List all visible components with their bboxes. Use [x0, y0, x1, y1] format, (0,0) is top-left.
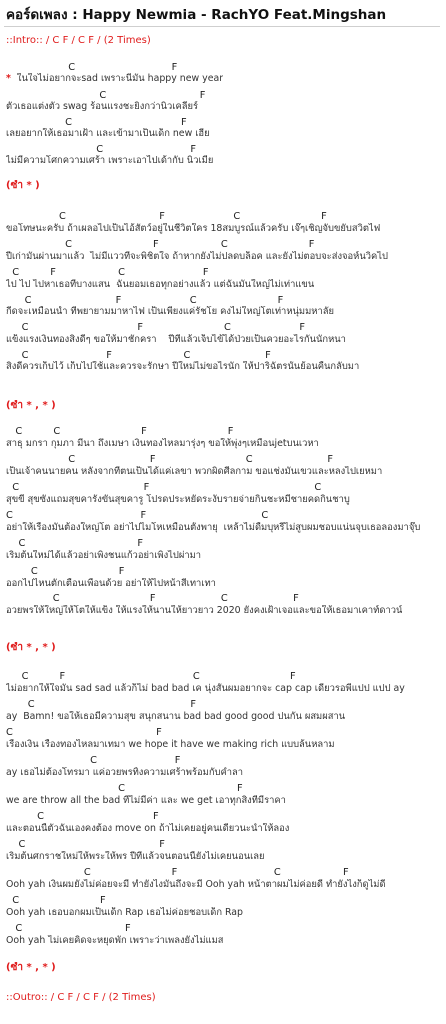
lyric-line [6, 683, 405, 695]
lyric-line-text: ไป ไป ไปหาเธอที่บางแสน ฉันยอมเธอทุกอย่างแล้ว แต่ฉันมันใหญ่ไม่เท่าแขน [6, 279, 315, 290]
lyric-line-text: เริ่มต้นใหม่ได้แล้วอย่าเพิ่งชนแก้วอย่าเพิ่งไปผ่ามา [6, 550, 202, 561]
chord-line-text: C F C F [6, 454, 334, 465]
chord-line [6, 510, 268, 522]
lyric-line [6, 795, 286, 807]
chord-line [6, 671, 296, 683]
lyric-line [6, 605, 402, 617]
lyric-line [6, 128, 210, 140]
chord-line [6, 923, 131, 935]
chord-line-text: C F [6, 727, 162, 738]
chord-line [6, 239, 314, 251]
chord-line-text: C F C F [6, 671, 296, 682]
lyric-line-text: ไม่อยากให้ใจมัน sad sad แล้วก็ไม่ bad bad เค นุ่งสั้นผมอยากจะ cap cap เดี๋ยวรอพี่แปป แปป ay [6, 683, 405, 694]
lyric-line-text: Ooh yah ไม่เคยคิดจะหยุดพัก เพราะว่าเพลงยังไม่แมส [6, 935, 224, 946]
chord-line [6, 593, 299, 605]
lyric-line [6, 306, 334, 318]
chord-line-text: C F C [6, 510, 269, 521]
lyric-line [6, 550, 201, 562]
repeat-marker-text: (ซ้ำ * , * ) [6, 642, 56, 653]
lyric-line [6, 823, 289, 835]
lyric-line-text: สิ่งดีควรเก็บไว้ เก็บไปใช้และควรจะรักษา ปีใหม่ไม่ขอไรนัก ให้ปาริฉัตรนั้นย้อนคืนกลับมา [6, 361, 360, 372]
chord-line [6, 783, 243, 795]
section-label [6, 992, 156, 1004]
lyric-line [6, 578, 216, 590]
lyric-line-text: สุขขี สุขซังแถมสุขคารังขันสุขคารู โปรดประหยัดระงับรายจ่ายกินชะหมี่ชายคดกินชาบู [6, 494, 350, 505]
lyric-line [6, 334, 346, 346]
lyric-line-text: สาธุ มกรา กุมภา มีนา ถึงเมษา เงินทองไหลมารุ่งๆ ขอให้พุ่งๆเหมือนjetบนเวหา [6, 438, 319, 449]
chord-line-text: C F C F [6, 593, 299, 604]
lyric-line-text: ปีเก่ามันผ่านมาแล้ว ไม่มีแววที่จะพิชิตใจ ถ้าหากยังไม่ปลดบล็อค และยังไม่ตอบจะส่งจอห์นวิคไป [6, 251, 388, 262]
chord-line [6, 454, 333, 466]
lyric-line-text: เป็นเจ้าคนนายคน หลังจากที่ตนเป็นได้แค่เลขา พวกผิดศีลกาม ขอแช่งมันเขวและหลงไปเยหมา [6, 466, 383, 477]
lyric-line-text: ขอโทษนะครับ ถ้าเผลอไปเป็นไอ้สัตว์อยู่ในชีวิตใคร 18สมบูรณ์แล้วครับ เจ๊ๆเชิญจับขยับสวิตไฟ [6, 223, 381, 234]
chord-line-text: C F [6, 144, 196, 155]
lyric-line [6, 767, 243, 779]
chord-line [6, 699, 196, 711]
lyric-line-text: อย่าให้เรื่องมันต้องใหญ่โต อย่าไปไมโหเหมือนตั้งพายุ เหล้าไม่ดื่มบุหรี่ไม่สูบผมชอบแน่นจุบเธอลองมาจุ๊บ [6, 522, 421, 533]
section-label-text: ::Outro:: / C F / C F / (2 Times) [6, 992, 156, 1003]
repeat-marker-text: (ซ้ำ * , * ) [6, 962, 56, 973]
repeat-marker [6, 962, 56, 974]
chord-line-text: C F C F [6, 267, 209, 278]
lyric-line [6, 438, 319, 450]
chord-line [6, 538, 143, 550]
chord-line-text: C F [6, 811, 159, 822]
section-label [6, 35, 151, 47]
lyric-line [6, 739, 335, 751]
lyric-line [6, 907, 243, 919]
chord-line-text: C F C F [6, 322, 305, 333]
chord-line [6, 895, 106, 907]
lyric-line-text: และตอนนี้ตัวฉันเองคงต้อง move on ถ้าไม่เคยอยู่คนเดียวนะนำให้ลอง [6, 823, 290, 834]
lyric-line [6, 361, 359, 373]
lyric-line [6, 466, 382, 478]
lyric-line [6, 73, 223, 85]
lyric-line [6, 935, 223, 947]
chord-line-text: C F [6, 755, 181, 766]
chord-line-text: C F [6, 62, 178, 73]
lyric-line-text: ay เธอไม่ต้องโทรมา แค่อวยพรทิ้งความเศร้าพร้อมกับคำลา [6, 767, 244, 778]
lyric-line-text: เลยอยากให้เธอมาเฝ้า และเข้ามาเป็นเด็ก new เฮีย [6, 128, 210, 139]
lyric-line [6, 251, 388, 263]
lyric-line [6, 522, 420, 534]
chord-line-text: C F C F [6, 350, 271, 361]
chord-line-text: C F C F [6, 867, 349, 878]
lyric-line-text: แข็งแรงเงินทองสิ่งดีๆ ขอให้มาชักครา ปีที่แล้วเจ็บไข้ได้ป่วยเป็นควยอะไรกันนักหนา [6, 334, 346, 345]
chord-line-text: C F [6, 566, 125, 577]
chord-line [6, 267, 208, 279]
chord-line [6, 811, 159, 823]
lyric-line-text: ay Bamn! ขอให้เธอมีความสุข สนุกสนาน bad bad good good ปนกัน ผสมผสาน [6, 711, 346, 722]
lyric-line-text: อวยพรให้ใหญ่ให้โตให้แข็ง ให้แรงให้นานให้ยาวยาว 2020 ยังคงเฝ้าเจอและขอให้เธอมาเคาท์ดาวน์ [6, 605, 403, 616]
repeat-marker-text: (ซ้ำ * ) [6, 180, 40, 191]
lyric-line [6, 494, 350, 506]
chord-line-text: C F [6, 90, 206, 101]
lyric-line [6, 879, 386, 891]
chord-line [6, 839, 165, 851]
chorus-star-marker: * [6, 73, 11, 84]
lyric-line-text: ตัวเธอแต่งตัว swag ร้อนแรงชะยิ่งกว่านิวเคลียร์ [6, 101, 199, 112]
chord-line [6, 426, 233, 438]
lyric-line-text: ในใจไม่อยากจะsad เพราะนี่มัน happy new year [10, 73, 224, 84]
chord-line-text: C F [6, 699, 196, 710]
chord-line-text: C C F F [6, 426, 234, 437]
repeat-marker [6, 642, 56, 654]
chord-line-text: C F [6, 117, 187, 128]
lyric-line-text: we are throw all the bad ที่ไม่มีค่า และ we get เอาทุกสิ่งที่มีราคา [6, 795, 286, 806]
lyric-line-text: เรื่องเงิน เรื่องทองไหลมาเทมา we hope it have we making rich แบบล้นหลาม [6, 739, 335, 750]
chord-line [6, 482, 321, 494]
chord-line-text: C F [6, 538, 144, 549]
chord-line [6, 566, 124, 578]
lyric-line-text: ออกไปไหนตักเตือนเพื่อนด้วย อย่าให้ไปหน้าสีเทาเทา [6, 578, 216, 589]
lyric-line [6, 155, 213, 167]
chord-line-text: C F [6, 783, 243, 794]
chord-line [6, 755, 180, 767]
chord-line [6, 322, 305, 334]
repeat-marker [6, 400, 56, 412]
lyric-line [6, 223, 380, 235]
lyric-line-text: ไม่มีความโศกความเศร้า เพราะเอาไปเด้ากับ นิวเมีย [6, 155, 214, 166]
repeat-marker-text: (ซ้ำ * , * ) [6, 400, 56, 411]
lyric-line-text: กีดจะเหมือนน้ำ ที่พยายามมาหาไฟ เป็นเพียงแค่รัชโย คงไม่ใหญ่โตเท่าหนุ่มมหาลัย [6, 306, 334, 317]
chord-line [6, 211, 327, 223]
chord-line-text: C F [6, 839, 165, 850]
section-label-text: ::Intro:: / C F / C F / (2 Times) [6, 35, 151, 46]
lyric-line-text: Ooh yah เงินผมยังไม่ค่อยจะมี ทำยังไงมันถึงจะมี Ooh yah หน้าตาผมไม่ค่อยดี ทำยังไงก็ดูไม่ดี [6, 879, 386, 890]
chord-line-text: C F [6, 923, 131, 934]
page-title: คอร์ดเพลง : Happy Newmia - RachYO Feat.Mingshan [6, 7, 387, 23]
lyric-line [6, 851, 265, 863]
chord-line-text: C F [6, 895, 106, 906]
lyric-line [6, 279, 314, 291]
chord-line-text: C F C [6, 482, 322, 493]
repeat-marker [6, 180, 40, 192]
lyric-line-text: Ooh yah เธอบอกผมเป็นเด็ก Rap เธอไม่ค่อยชอบเด็ก Rap [6, 907, 243, 918]
chord-line-text: C F C F [6, 295, 284, 306]
chord-line [6, 867, 349, 879]
lyric-line [6, 711, 345, 723]
chord-line-text: C F C F [6, 239, 315, 250]
chord-line-text: C F C F [6, 211, 327, 222]
chord-line [6, 727, 162, 739]
lyric-line [6, 101, 198, 113]
lyric-line-text: เริ่มต้นศกราชใหม่ให้พระให้พร ปีที่แล้วจนตอนนี้ยังไม่เคยนอนเลย [6, 851, 265, 862]
